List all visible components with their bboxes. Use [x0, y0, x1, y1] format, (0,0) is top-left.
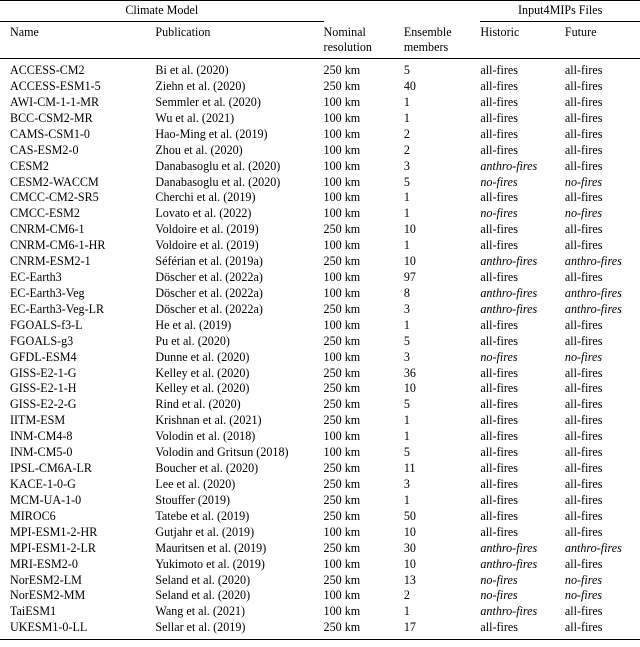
column-header-publication: [155, 22, 323, 58]
column-header-ensemble-line2: members: [403, 40, 449, 55]
cell-publication: Stouffer (2019): [155, 492, 231, 507]
cell-historic: no-fires: [480, 349, 518, 364]
cell-future: all-fires: [564, 78, 603, 93]
cell-future: all-fires: [564, 110, 603, 125]
cell-historic: all-fires: [480, 142, 518, 157]
table-row: [0, 270, 640, 286]
cell-historic: anthro-fires: [480, 254, 538, 269]
cell-future: all-fires: [564, 429, 603, 444]
cell-name: CAMS-CSM1-0: [10, 126, 90, 141]
cell-ensemble: 36: [403, 365, 416, 380]
cell-name: NorESM2-MM: [10, 588, 86, 603]
cell-ensemble: 2: [403, 142, 410, 157]
cell-publication: Seland et al. (2020): [155, 572, 251, 587]
cell-future: no-fires: [564, 206, 603, 221]
cell-historic: all-fires: [480, 78, 518, 93]
cell-future: all-fires: [564, 524, 603, 539]
cell-name: GFDL-ESM4: [10, 349, 77, 364]
column-header-name: [0, 22, 155, 58]
table-row: [0, 238, 640, 254]
cell-resolution: 100 km: [323, 158, 361, 173]
cell-publication: Boucher et al. (2020): [155, 461, 259, 476]
column-header-resolution-line1: Nominal: [323, 25, 366, 40]
table-row: [0, 429, 640, 445]
cell-publication: Danabasoglu et al. (2020): [155, 174, 281, 189]
cell-future: no-fires: [564, 349, 603, 364]
cell-ensemble: 1: [403, 317, 410, 332]
cell-publication: Pu et al. (2020): [155, 333, 230, 348]
cell-publication: Voldoire et al. (2019): [155, 222, 259, 237]
table-row: [0, 126, 640, 142]
cell-resolution: 100 km: [323, 94, 361, 109]
cell-future: all-fires: [564, 604, 603, 619]
cell-historic: all-fires: [480, 110, 518, 125]
cell-publication: Ziehn et al. (2020): [155, 78, 246, 93]
cell-ensemble: 5: [403, 333, 410, 348]
column-header-resolution-line2: resolution: [323, 40, 372, 55]
cell-publication: Zhou et al. (2020): [155, 142, 243, 157]
cell-resolution: 250 km: [323, 333, 361, 348]
cell-name: IPSL-CM6A-LR: [10, 461, 92, 476]
table-row: [0, 365, 640, 381]
cell-resolution: 100 km: [323, 126, 361, 141]
cell-historic: anthro-fires: [480, 158, 538, 173]
cell-ensemble: 1: [403, 604, 410, 619]
cell-future: all-fires: [564, 477, 603, 492]
cell-name: FGOALS-f3-L: [10, 317, 83, 332]
table-row: [0, 302, 640, 318]
cell-resolution: 100 km: [323, 142, 361, 157]
group-header-climate-model: Climate Model: [125, 3, 199, 17]
cell-ensemble: 3: [403, 477, 410, 492]
cell-resolution: 100 km: [323, 174, 361, 189]
cell-name: NorESM2-LM: [10, 572, 82, 587]
table-row: [0, 556, 640, 572]
table-row: [0, 445, 640, 461]
cell-publication: Dunne et al. (2020): [155, 349, 250, 364]
table-row: [0, 174, 640, 190]
table-row: [0, 604, 640, 620]
table-row: [0, 110, 640, 126]
cell-publication: Cherchi et al. (2019): [155, 190, 256, 205]
cell-future: all-fires: [564, 461, 603, 476]
cell-future: all-fires: [564, 413, 603, 428]
cell-ensemble: 2: [403, 588, 410, 603]
cell-resolution: 250 km: [323, 508, 361, 523]
table-row: [0, 540, 640, 556]
table-row: [0, 79, 640, 95]
table-row: [0, 158, 640, 174]
cell-ensemble: 17: [403, 620, 416, 635]
cell-name: ACCESS-CM2: [10, 63, 85, 78]
table-row: [0, 620, 640, 636]
cell-future: all-fires: [564, 445, 603, 460]
cell-historic: anthro-fires: [480, 556, 538, 571]
cell-resolution: 100 km: [323, 604, 361, 619]
cell-resolution: 100 km: [323, 285, 361, 300]
cell-publication: Tatebe et al. (2019): [155, 508, 250, 523]
cell-publication: Yukimoto et al. (2019): [155, 556, 265, 571]
table-foot: [0, 636, 640, 640]
cell-historic: all-fires: [480, 429, 518, 444]
cell-historic: no-fires: [480, 206, 518, 221]
table-row: [0, 190, 640, 206]
cell-resolution: 100 km: [323, 588, 361, 603]
cell-ensemble: 1: [403, 238, 410, 253]
group-header-row: [0, 1, 640, 22]
cell-publication: Wu et al. (2021): [155, 110, 235, 125]
cell-publication: Voldoire et al. (2019): [155, 238, 259, 253]
table-row: [0, 461, 640, 477]
cell-future: all-fires: [564, 63, 603, 78]
cell-resolution: 250 km: [323, 365, 361, 380]
cell-resolution: 250 km: [323, 63, 361, 78]
cell-resolution: 250 km: [323, 461, 361, 476]
cell-publication: Semmler et al. (2020): [155, 94, 261, 109]
cell-publication: Döscher et al. (2022a): [155, 285, 263, 300]
cell-name: TaiESM1: [10, 604, 57, 619]
cell-future: all-fires: [564, 556, 603, 571]
cell-name: IITM-ESM: [10, 413, 66, 428]
cell-future: anthro-fires: [564, 285, 622, 300]
cell-name: CESM2: [10, 158, 49, 173]
cell-historic: all-fires: [480, 413, 518, 428]
table-row: [0, 493, 640, 509]
cell-historic: all-fires: [480, 397, 518, 412]
cell-historic: all-fires: [480, 477, 518, 492]
cell-historic: all-fires: [480, 524, 518, 539]
cell-future: all-fires: [564, 94, 603, 109]
cell-historic: anthro-fires: [480, 285, 538, 300]
cell-name: CMCC-ESM2: [10, 206, 80, 221]
column-header-historic: [480, 22, 565, 58]
cell-publication: Hao-Ming et al. (2019): [155, 126, 268, 141]
cell-ensemble: 2: [403, 126, 410, 141]
cell-historic: no-fires: [480, 174, 518, 189]
cell-historic: all-fires: [480, 333, 518, 348]
cell-publication: Seland et al. (2020): [155, 588, 251, 603]
cell-historic: anthro-fires: [480, 301, 538, 316]
cell-ensemble: 5: [403, 174, 410, 189]
cell-resolution: 250 km: [323, 397, 361, 412]
cell-resolution: 100 km: [323, 206, 361, 221]
cell-ensemble: 3: [403, 349, 410, 364]
cell-name: EC-Earth3-Veg: [10, 285, 85, 300]
cell-resolution: 250 km: [323, 540, 361, 555]
table-row: [0, 95, 640, 111]
cell-name: FGOALS-g3: [10, 333, 74, 348]
cell-historic: anthro-fires: [480, 604, 538, 619]
cell-future: all-fires: [564, 222, 603, 237]
cell-name: GISS-E2-1-H: [10, 381, 77, 396]
cell-ensemble: 13: [403, 572, 416, 587]
table-row: [0, 286, 640, 302]
cell-future: all-fires: [564, 190, 603, 205]
cell-ensemble: 11: [403, 461, 416, 476]
cell-future: all-fires: [564, 620, 603, 635]
cell-ensemble: 3: [403, 158, 410, 173]
cell-name: INM-CM5-0: [10, 445, 73, 460]
column-header-ensemble-line1: Ensemble: [403, 25, 452, 40]
table-row: [0, 206, 640, 222]
cell-publication: Volodin et al. (2018): [155, 429, 256, 444]
cell-historic: all-fires: [480, 270, 518, 285]
column-header-ensemble-members: [404, 22, 480, 58]
cell-name: KACE-1-0-G: [10, 477, 76, 492]
cell-name: MRI-ESM2-0: [10, 556, 78, 571]
cell-name: CMCC-CM2-SR5: [10, 190, 99, 205]
cell-future: all-fires: [564, 333, 603, 348]
cell-name: GISS-E2-1-G: [10, 365, 77, 380]
cell-name: CNRM-CM6-1: [10, 222, 85, 237]
cell-historic: all-fires: [480, 365, 518, 380]
cell-future: anthro-fires: [564, 540, 622, 555]
cell-name: GISS-E2-2-G: [10, 397, 77, 412]
cell-resolution: 100 km: [323, 445, 361, 460]
cell-name: MIROC6: [10, 508, 56, 523]
cell-historic: all-fires: [480, 63, 518, 78]
cell-ensemble: 5: [403, 445, 410, 460]
column-header-row: [0, 22, 640, 58]
table-body: [0, 63, 640, 636]
cell-historic: all-fires: [480, 126, 518, 141]
cell-ensemble: 97: [403, 270, 416, 285]
cell-name: MPI-ESM1-2-HR: [10, 524, 98, 539]
cell-resolution: 100 km: [323, 317, 361, 332]
cell-publication: Kelley et al. (2020): [155, 365, 250, 380]
cell-resolution: 250 km: [323, 413, 361, 428]
cell-future: all-fires: [564, 317, 603, 332]
cell-name: INM-CM4-8: [10, 429, 73, 444]
column-header-future: [565, 22, 640, 58]
cell-resolution: 100 km: [323, 110, 361, 125]
cell-resolution: 100 km: [323, 270, 361, 285]
cell-future: all-fires: [564, 397, 603, 412]
table-row: [0, 381, 640, 397]
cell-name: BCC-CSM2-MR: [10, 110, 93, 125]
column-header-nominal-resolution: [324, 22, 404, 58]
cell-resolution: 100 km: [323, 429, 361, 444]
cell-ensemble: 10: [403, 222, 416, 237]
cell-historic: all-fires: [480, 508, 518, 523]
cell-resolution: 250 km: [323, 492, 361, 507]
cell-publication: Volodin and Gritsun (2018): [155, 445, 289, 460]
bottom-rule: [0, 639, 640, 640]
cell-ensemble: 10: [403, 381, 416, 396]
cell-publication: Kelley et al. (2020): [155, 381, 250, 396]
cell-resolution: 250 km: [323, 301, 361, 316]
table-row: [0, 588, 640, 604]
cell-publication: Wang et al. (2021): [155, 604, 246, 619]
table-row: [0, 413, 640, 429]
cell-name: AWI-CM-1-1-MR: [10, 94, 100, 109]
cell-historic: no-fires: [480, 588, 518, 603]
cell-publication: He et al. (2019): [155, 317, 232, 332]
cell-ensemble: 10: [403, 524, 416, 539]
cell-publication: Mauritsen et al. (2019): [155, 540, 267, 555]
cell-ensemble: 40: [403, 78, 416, 93]
cell-historic: all-fires: [480, 94, 518, 109]
cell-ensemble: 10: [403, 556, 416, 571]
column-header-name-line1: Name: [10, 25, 39, 40]
cell-resolution: 100 km: [323, 556, 361, 571]
cell-future: all-fires: [564, 238, 603, 253]
cell-publication: Rind et al. (2020): [155, 397, 241, 412]
cell-historic: all-fires: [480, 222, 518, 237]
cell-future: all-fires: [564, 126, 603, 141]
cell-resolution: 100 km: [323, 238, 361, 253]
cell-ensemble: 1: [403, 429, 410, 444]
cell-publication: Döscher et al. (2022a): [155, 270, 263, 285]
cell-future: all-fires: [564, 365, 603, 380]
cell-historic: all-fires: [480, 381, 518, 396]
group-header-input4mips-files: Input4MIPs Files: [518, 3, 603, 17]
cell-future: all-fires: [564, 270, 603, 285]
cell-name: ACCESS-ESM1-5: [10, 78, 101, 93]
cell-future: all-fires: [564, 508, 603, 523]
table-row: [0, 222, 640, 238]
cell-ensemble: 3: [403, 301, 410, 316]
cell-historic: all-fires: [480, 238, 518, 253]
cell-publication: Séférian et al. (2019a): [155, 254, 263, 269]
cell-historic: no-fires: [480, 572, 518, 587]
cell-name: CAS-ESM2-0: [10, 142, 79, 157]
cell-historic: all-fires: [480, 620, 518, 635]
cell-resolution: 250 km: [323, 477, 361, 492]
cell-publication: Sellar et al. (2019): [155, 620, 246, 635]
cell-future: no-fires: [564, 588, 603, 603]
group-header-spacer: [324, 1, 481, 22]
cell-future: no-fires: [564, 174, 603, 189]
cell-resolution: 250 km: [323, 381, 361, 396]
cell-publication: Lee et al. (2020): [155, 477, 236, 492]
cell-resolution: 100 km: [323, 524, 361, 539]
cell-publication: Lovato et al. (2022): [155, 206, 252, 221]
cell-name: CNRM-ESM2-1: [10, 254, 91, 269]
cell-ensemble: 1: [403, 206, 410, 221]
table-row: [0, 477, 640, 493]
cell-future: all-fires: [564, 142, 603, 157]
cell-historic: anthro-fires: [480, 540, 538, 555]
cell-ensemble: 1: [403, 190, 410, 205]
cell-resolution: 250 km: [323, 78, 361, 93]
cell-resolution: 100 km: [323, 190, 361, 205]
cell-future: anthro-fires: [564, 301, 622, 316]
cell-ensemble: 8: [403, 285, 410, 300]
cell-publication: Krishnan et al. (2021): [155, 413, 262, 428]
cell-historic: all-fires: [480, 317, 518, 332]
cell-historic: all-fires: [480, 445, 518, 460]
cell-publication: Danabasoglu et al. (2020): [155, 158, 281, 173]
table-row: [0, 397, 640, 413]
cell-ensemble: 1: [403, 110, 410, 125]
cell-future: all-fires: [564, 158, 603, 173]
cell-resolution: 250 km: [323, 254, 361, 269]
cell-name: EC-Earth3-Veg-LR: [10, 301, 105, 316]
column-header-historic-line1: Historic: [480, 25, 520, 40]
cell-resolution: 250 km: [323, 222, 361, 237]
cell-publication: Döscher et al. (2022a): [155, 301, 263, 316]
cell-ensemble: 50: [403, 508, 416, 523]
cell-historic: all-fires: [480, 492, 518, 507]
table-row: [0, 524, 640, 540]
cell-name: MPI-ESM1-2-LR: [10, 540, 97, 555]
cell-publication: Bi et al. (2020): [155, 63, 229, 78]
cell-publication: Gutjahr et al. (2019): [155, 524, 255, 539]
cell-name: CNRM-CM6-1-HR: [10, 238, 106, 253]
table-row: [0, 509, 640, 525]
table-row: [0, 63, 640, 79]
table-row: [0, 333, 640, 349]
cell-name: MCM-UA-1-0: [10, 492, 82, 507]
cell-ensemble: 30: [403, 540, 416, 555]
cell-name: EC-Earth3: [10, 270, 62, 285]
cell-ensemble: 5: [403, 63, 410, 78]
cell-future: all-fires: [564, 492, 603, 507]
cell-ensemble: 1: [403, 94, 410, 109]
table-row: [0, 317, 640, 333]
table-head: [0, 1, 640, 63]
table-row: [0, 572, 640, 588]
cell-resolution: 250 km: [323, 572, 361, 587]
cell-future: anthro-fires: [564, 254, 622, 269]
table-row: [0, 254, 640, 270]
cell-historic: all-fires: [480, 190, 518, 205]
cell-ensemble: 5: [403, 397, 410, 412]
table-row: [0, 142, 640, 158]
table-row: [0, 349, 640, 365]
cell-resolution: 250 km: [323, 620, 361, 635]
cell-historic: all-fires: [480, 461, 518, 476]
cell-name: UKESM1-0-LL: [10, 620, 88, 635]
column-header-publication-line1: Publication: [155, 25, 211, 40]
column-header-future-line1: Future: [564, 25, 597, 40]
cell-ensemble: 1: [403, 492, 410, 507]
cell-name: CESM2-WACCM: [10, 174, 99, 189]
cell-future: all-fires: [564, 381, 603, 396]
cell-ensemble: 10: [403, 254, 416, 269]
cell-future: no-fires: [564, 572, 603, 587]
cell-resolution: 100 km: [323, 349, 361, 364]
cell-ensemble: 1: [403, 413, 410, 428]
